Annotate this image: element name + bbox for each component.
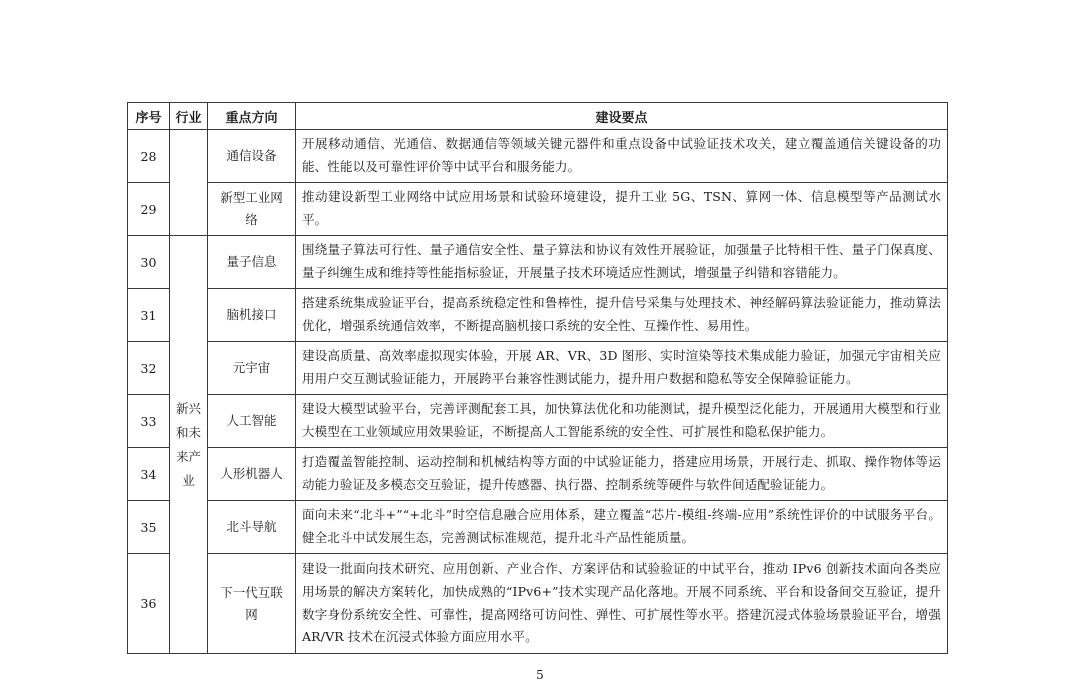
row-direction: 下一代互联网 (208, 554, 296, 654)
row-no: 34 (128, 448, 170, 501)
row-direction: 脑机接口 (208, 289, 296, 342)
row-direction: 新型工业网络 (208, 183, 296, 236)
row-points: 开展移动通信、光通信、数据通信等领域关键元器件和重点设备中试验证技术攻关，建立覆盖通信关键设备的功能、性能以及可靠性评价等中试平台和服务能力。 (296, 130, 948, 183)
row-direction: 元宇宙 (208, 342, 296, 395)
requirements-table (127, 102, 948, 654)
row-direction: 通信设备 (208, 130, 296, 183)
table-row (128, 289, 948, 342)
row-points: 建设高质量、高效率虚拟现实体验，开展 AR、VR、3D 图形、实时渲染等技术集成能力验证，加强元宇宙相关应用用户交互测试验证能力，开展跨平台兼容性测试能力，提升用户数据和隐私等安全保障验证能力。 (296, 342, 948, 395)
table-header-row (128, 103, 948, 130)
table-row (128, 395, 948, 448)
row-no: 36 (128, 554, 170, 654)
row-no: 31 (128, 289, 170, 342)
row-points: 建设大模型试验平台，完善评测配套工具，加快算法优化和功能测试，提升模型泛化能力，开展通用大模型和行业大模型在工业领域应用效果验证，不断提高人工智能系统的安全性、可扩展性和隐私保护能力。 (296, 395, 948, 448)
row-no: 29 (128, 183, 170, 236)
industry-blank (170, 130, 208, 236)
row-no: 28 (128, 130, 170, 183)
table-row (128, 448, 948, 501)
row-direction: 人工智能 (208, 395, 296, 448)
row-points: 搭建系统集成验证平台，提高系统稳定性和鲁棒性，提升信号采集与处理技术、神经解码算法验证能力，推动算法优化，增强系统通信效率，不断提高脑机接口系统的安全性、互操作性、易用性。 (296, 289, 948, 342)
row-no: 30 (128, 236, 170, 289)
row-direction: 量子信息 (208, 236, 296, 289)
table-row (128, 501, 948, 554)
table-row (128, 342, 948, 395)
page-number: 5 (536, 668, 544, 682)
row-no: 32 (128, 342, 170, 395)
header-points: 建设要点 (296, 103, 948, 130)
row-points: 打造覆盖智能控制、运动控制和机械结构等方面的中试验证能力，搭建应用场景，开展行走、抓取、操作物体等运动能力验证及多模态交互验证，提升传感器、执行器、控制系统等硬件与软件间适配验证能力。 (296, 448, 948, 501)
table-row (128, 183, 948, 236)
header-industry: 行业 (170, 103, 208, 130)
row-direction: 北斗导航 (208, 501, 296, 554)
header-direction: 重点方向 (208, 103, 296, 130)
row-no: 35 (128, 501, 170, 554)
row-direction: 人形机器人 (208, 448, 296, 501)
row-points: 建设一批面向技术研究、应用创新、产业合作、方案评估和试验验证的中试平台，推动 IPv6 创新技术面向各类应用场景的解决方案转化，加快成熟的“IPv6+”技术实现产品化落地。开展不同系统、平台和设备间交互验证，提升数字身份系统安全性、可靠性，提高网络可访问性、弹性、可扩展性等水平。搭建沉浸式体验场景验证平台，增强 AR/VR 技术在沉浸式体验方面应用水平。 (296, 554, 948, 654)
row-no: 33 (128, 395, 170, 448)
table-row (128, 130, 948, 183)
row-points: 推动建设新型工业网络中试应用场景和试验环境建设，提升工业 5G、TSN、算网一体、信息模型等产品测试水平。 (296, 183, 948, 236)
row-points: 围绕量子算法可行性、量子通信安全性、量子算法和协议有效性开展验证，加强量子比特相干性、量子门保真度、量子纠缠生成和维持等性能指标验证，开展量子技术环境适应性测试，增强量子纠错和容错能力。 (296, 236, 948, 289)
table-row (128, 236, 948, 289)
industry-new-and-future: 新兴和未来产业 (170, 236, 208, 654)
table-row (128, 554, 948, 654)
row-points: 面向未来“北斗+”“+北斗”时空信息融合应用体系，建立覆盖“芯片-模组-终端-应用”系统性评价的中试服务平台。健全北斗中试发展生态，完善测试标准规范，提升北斗产品性能质量。 (296, 501, 948, 554)
header-no: 序号 (128, 103, 170, 130)
